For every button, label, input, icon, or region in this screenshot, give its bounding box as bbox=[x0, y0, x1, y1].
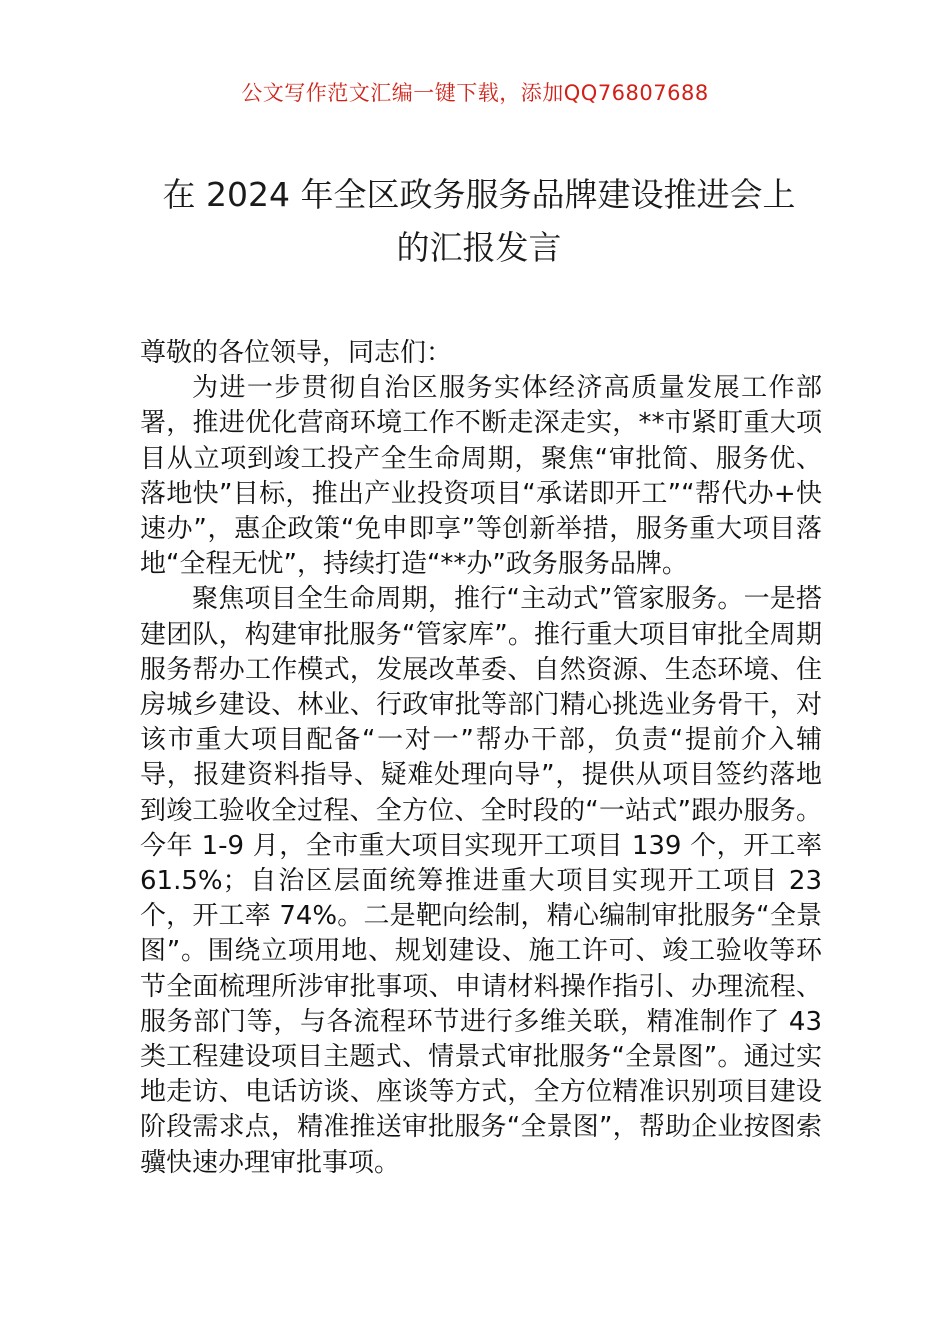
salutation: 尊敬的各位领导，同志们： bbox=[140, 338, 453, 368]
document-body bbox=[140, 336, 822, 1181]
body-paragraph-2: 聚焦项目全生命周期，推行“主动式”管家服务。一是搭建团队，构建审批服务“管家库”。推行重大项目审批全周期服务帮办工作模式，发展改革委、自然资源、生态环境、住房城乡建设、林业、行政审批等部门精心挑选业务骨干，对该市重大项目配备“一对一”帮办干部，负责“提前介入辅导，报建资料指导、疑难处理向导”，提供从项目签约落地到竣工验收全过程、全方位、全时段的“一站式”跟办服务。今年 1-9 月，全市重大项目实现开工项目 139 个，开工率 61.5%；自治区层面统筹推进重大项目实现开工项目 23 个，开工率 74%。二是靶向绘制，精心编制审批服务“全景图”。围绕立项用地、规划建设、施工许可、竣工验收等环节全面梳理所涉审批事项、申请材料操作指引、办理流程、服务部门等，与各流程环节进行多维关联，精准制作了 43 类工程建设项目主题式、情景式审批服务“全景图”。通过实地走访、电话访谈、座谈等方式，全方位精准识别项目建设阶段需求点，精准推送审批服务“全景图”，帮助企业按图索骥快速办理审批事项。 bbox=[140, 584, 822, 1178]
body-paragraph-1: 为进一步贯彻自治区服务实体经济高质量发展工作部署，推进优化营商环境工作不断走深走实，**市紧盯重大项目从立项到竣工投产全生命周期，聚焦“审批简、服务优、落地快”目标，推出产业投资项目“承诺即开工”“帮代办+快速办”，惠企政策“免申即享”等创新举措，服务重大项目落地“全程无忧”，持续打造“**办”政务服务品牌。 bbox=[140, 373, 822, 580]
page-title bbox=[140, 168, 818, 274]
page-title-line-1: 在 2024 年全区政务服务品牌建设推进会上 bbox=[162, 175, 796, 214]
promo-banner-text: 公文写作范文汇编一键下载，添加QQ76807688 bbox=[241, 81, 709, 105]
page-title-line-2: 的汇报发言 bbox=[396, 228, 562, 267]
